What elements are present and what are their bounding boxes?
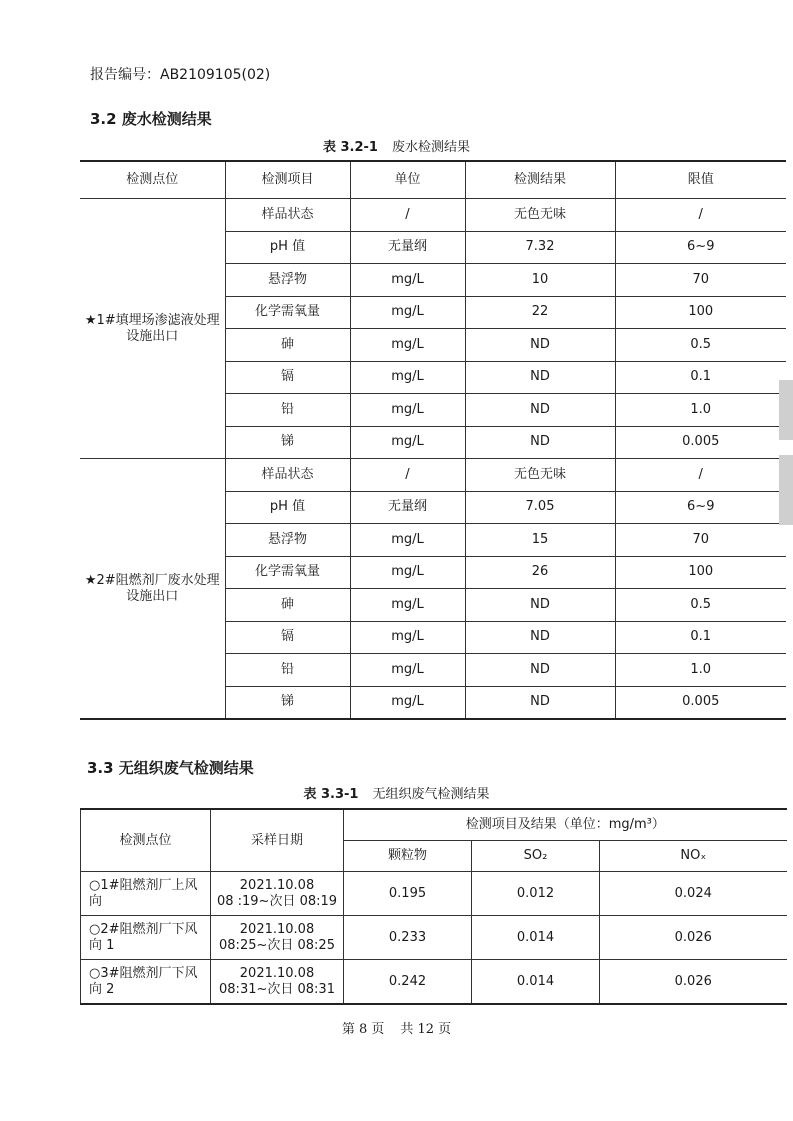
cell-item: 样品状态 xyxy=(225,459,350,492)
table-number: 表 3.2-1 xyxy=(322,140,378,155)
table-caption-fugitive-gas xyxy=(0,783,793,802)
table-row xyxy=(80,459,786,492)
cell-limit: 1.0 xyxy=(615,394,786,427)
column-header-date: 采样日期 xyxy=(211,809,344,872)
cell-item: 砷 xyxy=(225,589,350,622)
cell-date xyxy=(211,960,344,1005)
cell-item: 铅 xyxy=(225,394,350,427)
table-caption-wastewater xyxy=(0,136,793,155)
cell-item: 化学需氧量 xyxy=(225,296,350,329)
cell-unit: 无量纲 xyxy=(350,491,465,524)
sample-time: 08:25~次日 08:25 xyxy=(219,937,335,953)
cell-item: 悬浮物 xyxy=(225,264,350,297)
cell-nox: 0.026 xyxy=(600,960,787,1005)
cell-result: 7.32 xyxy=(465,231,615,264)
cell-limit: 100 xyxy=(615,556,786,589)
section-title-fugitive-gas: 3.3 无组织废气检测结果 xyxy=(87,759,254,777)
cell-limit: 1.0 xyxy=(615,654,786,687)
report-number: 报告编号：AB2109105(02) xyxy=(90,67,271,83)
sample-date: 2021.10.08 xyxy=(239,877,315,893)
column-header-unit: 单位 xyxy=(350,161,465,199)
cell-item: 镉 xyxy=(225,621,350,654)
cell-item: pH 值 xyxy=(225,231,350,264)
cell-result: 无色无味 xyxy=(465,459,615,492)
scan-edge-mark xyxy=(779,380,793,440)
cell-unit: 无量纲 xyxy=(350,231,465,264)
cell-limit: 70 xyxy=(615,264,786,297)
table-row xyxy=(81,916,787,960)
column-header-limit: 限值 xyxy=(615,161,786,199)
cell-result: ND xyxy=(465,394,615,427)
cell-unit: mg/L xyxy=(350,654,465,687)
cell-result: ND xyxy=(465,621,615,654)
cell-unit: mg/L xyxy=(350,264,465,297)
cell-particulate: 0.233 xyxy=(344,916,472,960)
cell-limit: 100 xyxy=(615,296,786,329)
sample-date: 2021.10.08 xyxy=(239,965,315,981)
fugitive-gas-results-table xyxy=(80,808,787,1005)
wastewater-table-body xyxy=(80,199,786,720)
cell-date xyxy=(211,916,344,960)
cell-item: 悬浮物 xyxy=(225,524,350,557)
cell-limit: 6~9 xyxy=(615,491,786,524)
cell-item: pH 值 xyxy=(225,491,350,524)
cell-result: ND xyxy=(465,589,615,622)
cell-result: ND xyxy=(465,361,615,394)
cell-result: ND xyxy=(465,654,615,687)
column-header-nox: NOₓ xyxy=(600,841,787,872)
column-header-so2: SO₂ xyxy=(472,841,600,872)
cell-limit: 0.1 xyxy=(615,361,786,394)
cell-limit: 0.1 xyxy=(615,621,786,654)
cell-item: 铅 xyxy=(225,654,350,687)
column-header-item: 检测项目 xyxy=(225,161,350,199)
table-number: 表 3.3-1 xyxy=(303,787,359,802)
sample-time: 08:31~次日 08:31 xyxy=(219,981,335,997)
cell-unit: / xyxy=(350,199,465,232)
cell-limit: 0.5 xyxy=(615,329,786,362)
cell-limit: / xyxy=(615,199,786,232)
cell-point: ○1#阻燃剂厂上风向 xyxy=(81,872,211,916)
cell-result: 7.05 xyxy=(465,491,615,524)
page-footer xyxy=(0,1018,793,1037)
cell-point: ○3#阻燃剂厂下风向 2 xyxy=(81,960,211,1005)
cell-unit: mg/L xyxy=(350,524,465,557)
page-total: 共 12 页 xyxy=(400,1022,452,1037)
column-header-particulate: 颗粒物 xyxy=(344,841,472,872)
table-header-row xyxy=(81,809,787,841)
cell-result: 26 xyxy=(465,556,615,589)
cell-limit: 70 xyxy=(615,524,786,557)
section-title-wastewater: 3.2 废水检测结果 xyxy=(90,110,212,128)
cell-limit: / xyxy=(615,459,786,492)
cell-limit: 0.5 xyxy=(615,589,786,622)
cell-unit: mg/L xyxy=(350,589,465,622)
sample-time: 08 :19~次日 08:19 xyxy=(216,893,338,909)
cell-unit: mg/L xyxy=(350,686,465,719)
page-number: 第 8 页 xyxy=(341,1022,385,1037)
cell-limit: 0.005 xyxy=(615,426,786,459)
cell-result: 10 xyxy=(465,264,615,297)
table-row xyxy=(81,960,787,1005)
table-header-row xyxy=(80,161,786,199)
cell-limit: 0.005 xyxy=(615,686,786,719)
cell-unit: mg/L xyxy=(350,621,465,654)
cell-item: 砷 xyxy=(225,329,350,362)
cell-unit: mg/L xyxy=(350,426,465,459)
table-row xyxy=(81,872,787,916)
cell-limit: 6~9 xyxy=(615,231,786,264)
column-header-point: 检测点位 xyxy=(81,809,211,872)
sample-date: 2021.10.08 xyxy=(239,921,315,937)
column-header-result: 检测结果 xyxy=(465,161,615,199)
cell-unit: mg/L xyxy=(350,296,465,329)
cell-point: ★2#阻燃剂厂废水处理设施出口 xyxy=(80,459,225,720)
table-title: 无组织废气检测结果 xyxy=(372,787,490,802)
cell-unit: mg/L xyxy=(350,394,465,427)
cell-so2: 0.014 xyxy=(472,916,600,960)
cell-particulate: 0.195 xyxy=(344,872,472,916)
cell-result: ND xyxy=(465,686,615,719)
cell-nox: 0.026 xyxy=(600,916,787,960)
column-header-point: 检测点位 xyxy=(80,161,225,199)
column-header-group: 检测项目及结果（单位：mg/m³） xyxy=(344,809,787,841)
table-row xyxy=(80,199,786,232)
table-title: 废水检测结果 xyxy=(391,140,470,155)
cell-so2: 0.014 xyxy=(472,960,600,1005)
cell-item: 样品状态 xyxy=(225,199,350,232)
cell-point: ○2#阻燃剂厂下风向 1 xyxy=(81,916,211,960)
cell-so2: 0.012 xyxy=(472,872,600,916)
cell-result: ND xyxy=(465,426,615,459)
cell-item: 锑 xyxy=(225,426,350,459)
cell-unit: mg/L xyxy=(350,556,465,589)
cell-unit: / xyxy=(350,459,465,492)
cell-item: 锑 xyxy=(225,686,350,719)
cell-particulate: 0.242 xyxy=(344,960,472,1005)
cell-nox: 0.024 xyxy=(600,872,787,916)
cell-result: 15 xyxy=(465,524,615,557)
cell-point: ★1#填埋场渗滤液处理设施出口 xyxy=(80,199,225,459)
cell-result: 22 xyxy=(465,296,615,329)
fugitive-gas-table-body xyxy=(81,872,787,1005)
cell-unit: mg/L xyxy=(350,329,465,362)
cell-result: ND xyxy=(465,329,615,362)
cell-date xyxy=(211,872,344,916)
wastewater-results-table xyxy=(80,160,786,720)
cell-item: 镉 xyxy=(225,361,350,394)
cell-result: 无色无味 xyxy=(465,199,615,232)
cell-item: 化学需氧量 xyxy=(225,556,350,589)
cell-unit: mg/L xyxy=(350,361,465,394)
scan-edge-mark xyxy=(779,455,793,525)
